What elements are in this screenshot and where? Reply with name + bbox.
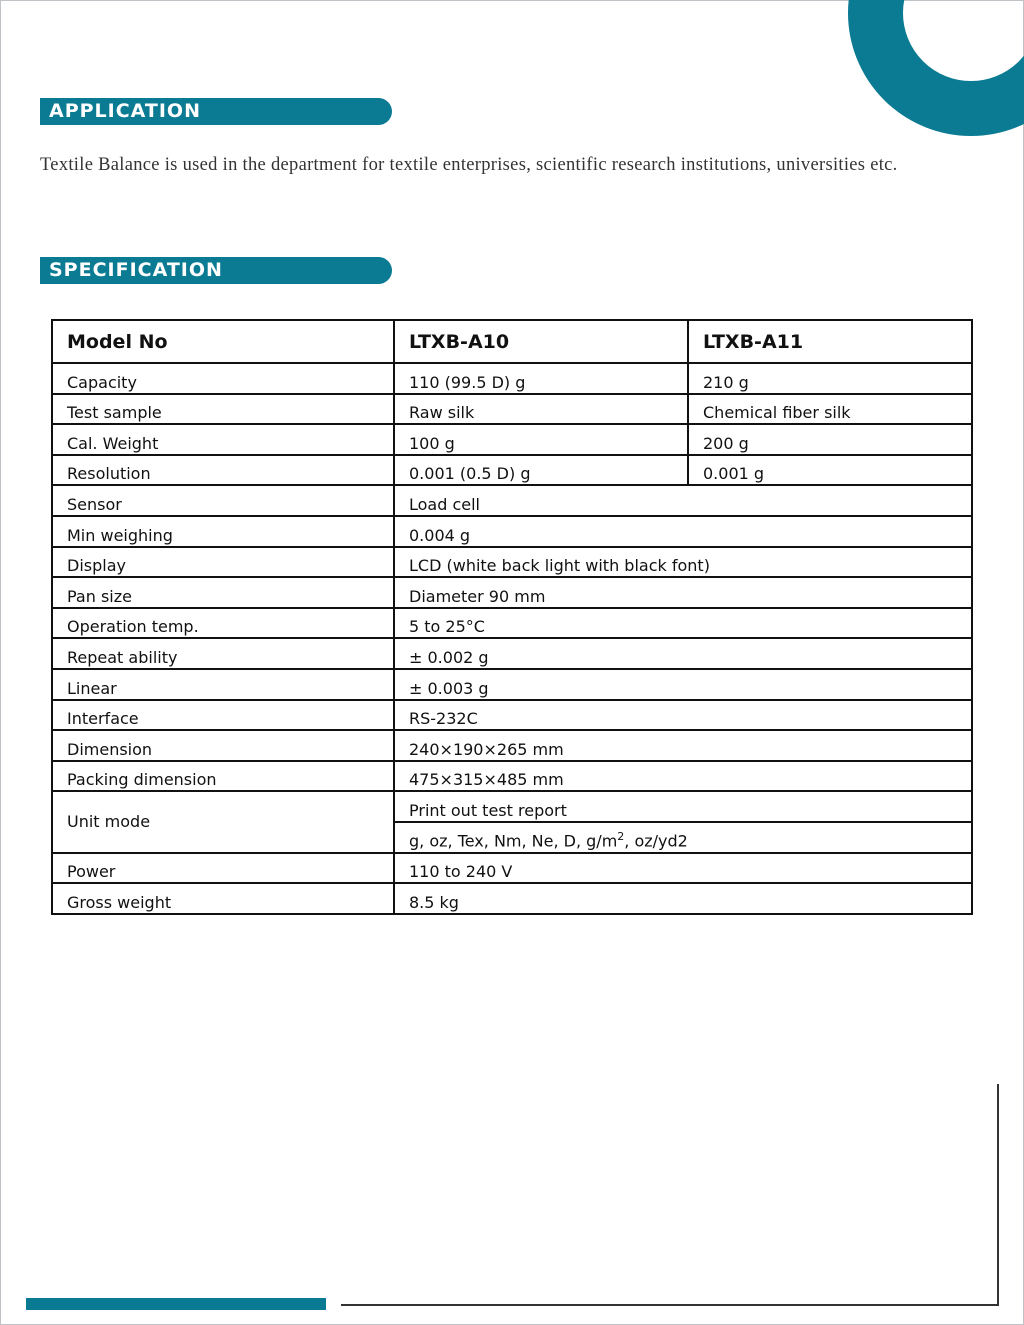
table-row <box>52 424 972 455</box>
row-label: Power <box>52 853 394 884</box>
row-value: 240×190×265 mm <box>394 730 972 761</box>
table-row <box>52 761 972 792</box>
table-row <box>52 608 972 639</box>
corner-ring-decoration <box>848 0 1024 136</box>
table-row <box>52 485 972 516</box>
unit-mode-report: Print out test report <box>394 791 972 822</box>
specification-heading: SPECIFICATION <box>40 257 392 284</box>
row-value: 0.004 g <box>394 516 972 547</box>
row-label: Resolution <box>52 455 394 486</box>
footer-vertical-rule <box>997 1084 999 1306</box>
row-value-a: 0.001 (0.5 D) g <box>394 455 688 486</box>
table-row <box>52 455 972 486</box>
application-heading: APPLICATION <box>40 98 392 125</box>
unit-superscript: 2 <box>617 830 625 844</box>
header-model-a: LTXB-A10 <box>394 320 688 363</box>
row-label: Interface <box>52 700 394 731</box>
table-row <box>52 700 972 731</box>
table-row <box>52 547 972 578</box>
row-label: Display <box>52 547 394 578</box>
row-label: Sensor <box>52 485 394 516</box>
application-description: Textile Balance is used in the department for textile enterprises, scientific research institutions, universities etc. <box>40 155 898 175</box>
row-value: 5 to 25°C <box>394 608 972 639</box>
row-value: LCD (white back light with black font) <box>394 547 972 578</box>
table-row <box>52 363 972 394</box>
row-value-a: 110 (99.5 D) g <box>394 363 688 394</box>
row-value-b: 0.001 g <box>688 455 972 486</box>
row-label: Dimension <box>52 730 394 761</box>
row-value-b: Chemical fiber silk <box>688 394 972 425</box>
row-value-b: 200 g <box>688 424 972 455</box>
specification-table <box>51 319 973 915</box>
table-row <box>52 669 972 700</box>
row-label: Linear <box>52 669 394 700</box>
unit-mode-units <box>394 822 972 853</box>
row-label: Gross weight <box>52 883 394 914</box>
row-label: Repeat ability <box>52 638 394 669</box>
header-model-b: LTXB-A11 <box>688 320 972 363</box>
row-value: Diameter 90 mm <box>394 577 972 608</box>
row-value-a: 100 g <box>394 424 688 455</box>
row-label: Cal. Weight <box>52 424 394 455</box>
unit-mode-label: Unit mode <box>52 791 394 852</box>
row-label: Min weighing <box>52 516 394 547</box>
footer-accent-bar <box>26 1298 326 1310</box>
row-value: RS-232C <box>394 700 972 731</box>
row-label: Capacity <box>52 363 394 394</box>
table-row <box>52 516 972 547</box>
table-row <box>52 730 972 761</box>
table-row <box>52 577 972 608</box>
table-row <box>52 638 972 669</box>
row-value: 8.5 kg <box>394 883 972 914</box>
row-value: ± 0.003 g <box>394 669 972 700</box>
table-header-row <box>52 320 972 363</box>
table-row <box>52 394 972 425</box>
unit-list-suffix: , oz/yd2 <box>624 831 688 851</box>
unit-list-prefix: g, oz, Tex, Nm, Ne, D, g/m <box>409 831 618 851</box>
row-value: 475×315×485 mm <box>394 761 972 792</box>
row-value: 110 to 240 V <box>394 853 972 884</box>
footer-rule <box>341 1304 999 1306</box>
row-label: Pan size <box>52 577 394 608</box>
row-label: Test sample <box>52 394 394 425</box>
header-model-no: Model No <box>52 320 394 363</box>
row-value-b: 210 g <box>688 363 972 394</box>
table-row <box>52 791 972 822</box>
row-value: ± 0.002 g <box>394 638 972 669</box>
row-value-a: Raw silk <box>394 394 688 425</box>
row-value: Load cell <box>394 485 972 516</box>
table-row <box>52 853 972 884</box>
table-row <box>52 883 972 914</box>
row-label: Operation temp. <box>52 608 394 639</box>
row-label: Packing dimension <box>52 761 394 792</box>
